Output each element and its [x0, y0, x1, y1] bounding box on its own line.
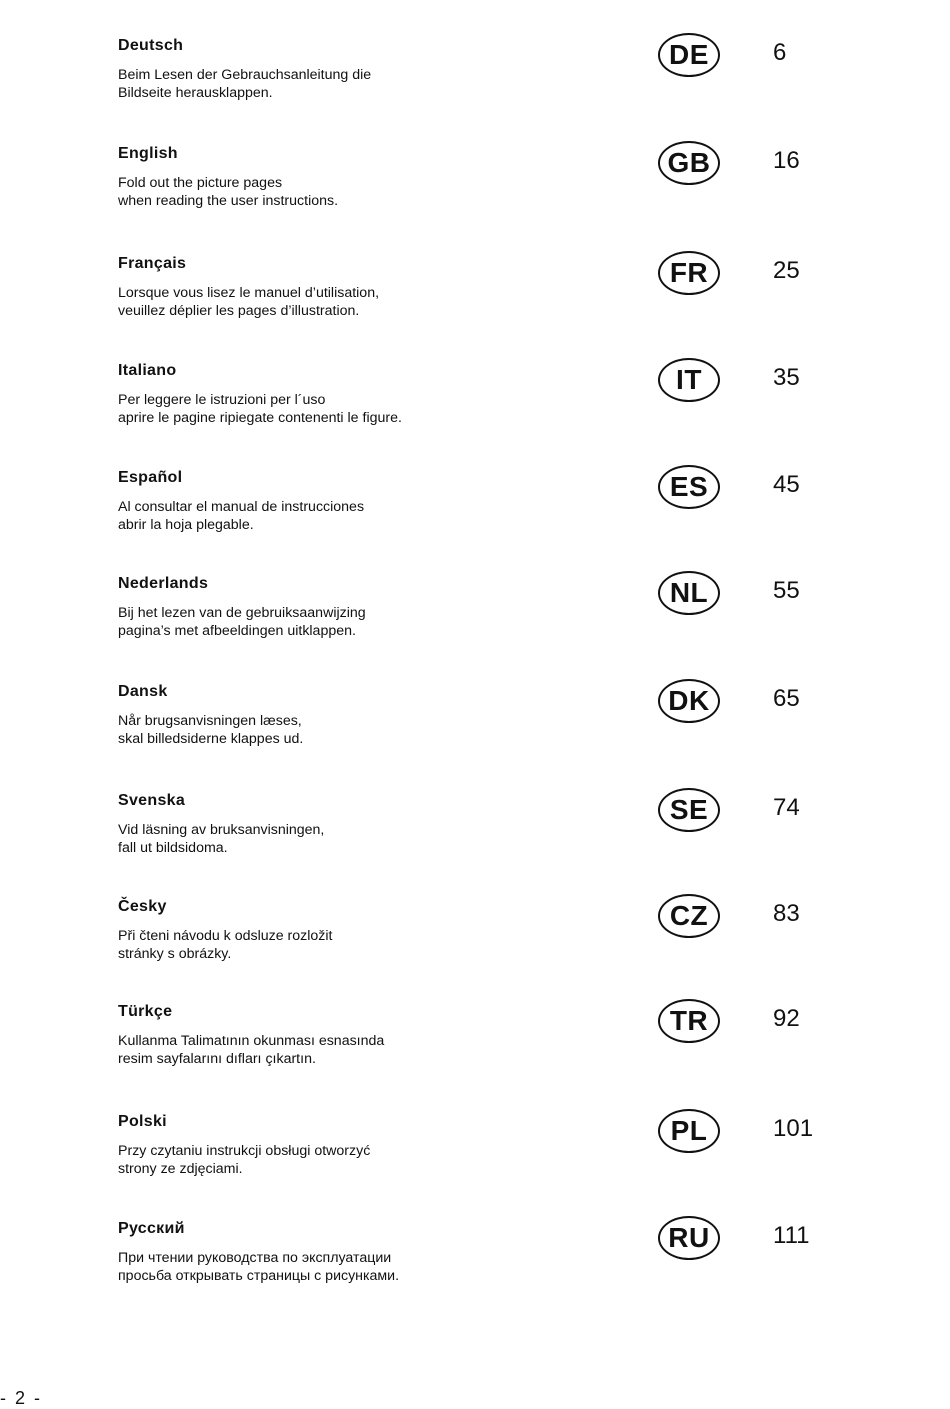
- page-number: 65: [773, 685, 800, 712]
- page-number: 74: [773, 794, 800, 821]
- language-description: Kullanma Talimatının okunması esnasında resim sayfalarını dıfları çıkartın.: [118, 1033, 385, 1067]
- language-description: Lorsque vous lisez le manuel d’utilisation, veuillez déplier les pages d’illustration.: [118, 285, 380, 319]
- page-number: 55: [773, 577, 800, 604]
- language-entry-cz: [0, 898, 950, 1006]
- language-name: Svenska: [118, 792, 186, 809]
- language-name: Türkçe: [118, 1003, 173, 1020]
- language-entry-se: [0, 792, 950, 900]
- language-description: При чтении руководства по эксплуатации просьба открывать страницы с рисунками.: [118, 1250, 400, 1284]
- language-description: Bij het lezen van de gebruiksaanwijzing pagina’s met afbeeldingen uitklappen.: [118, 605, 366, 639]
- country-code-badge: ES: [658, 465, 720, 509]
- country-code-badge: TR: [658, 999, 720, 1043]
- page-number: 35: [773, 364, 800, 391]
- page-number: 101: [773, 1115, 814, 1142]
- language-name: English: [118, 145, 178, 162]
- language-entry-de: [0, 37, 950, 145]
- page-number: 25: [773, 257, 800, 284]
- language-description: Przy czytaniu instrukcji obsługi otworzyć strony ze zdjęciami.: [118, 1143, 371, 1177]
- language-name: Deutsch: [118, 37, 184, 54]
- language-name: Dansk: [118, 683, 168, 700]
- language-description: Beim Lesen der Gebrauchsanleitung die Bildseite herausklappen.: [118, 67, 372, 101]
- language-entry-it: [0, 362, 950, 470]
- language-description: Vid läsning av bruksanvisningen, fall ut bildsidoma.: [118, 822, 325, 856]
- language-name: Italiano: [118, 362, 177, 379]
- language-entry-fr: [0, 255, 950, 363]
- language-name: Español: [118, 469, 183, 486]
- country-code-badge: RU: [658, 1216, 720, 1260]
- language-description: Per leggere le istruzioni per l´uso aprire le pagine ripiegate contenenti le figure.: [118, 392, 402, 426]
- language-name: Français: [118, 255, 187, 272]
- page-number: 45: [773, 471, 800, 498]
- language-name: Polski: [118, 1113, 167, 1130]
- page-number: 92: [773, 1005, 800, 1032]
- country-code-badge: PL: [658, 1109, 720, 1153]
- country-code-badge: FR: [658, 251, 720, 295]
- language-name: Nederlands: [118, 575, 209, 592]
- page-number: 83: [773, 900, 800, 927]
- language-description: Při čteni návodu k odsluze rozložit stránky s obrázky.: [118, 928, 333, 962]
- language-name: Česky: [118, 898, 167, 915]
- language-description: Al consultar el manual de instrucciones abrir la hoja plegable.: [118, 499, 365, 533]
- language-entry-nl: [0, 575, 950, 683]
- country-code-badge: CZ: [658, 894, 720, 938]
- language-description: Fold out the picture pages when reading the user instructions.: [118, 175, 339, 209]
- country-code-badge: DE: [658, 33, 720, 77]
- country-code-badge: GB: [658, 141, 720, 185]
- language-description: Når brugsanvisningen læses, skal billedsiderne klappes ud.: [118, 713, 304, 747]
- language-name: Русский: [118, 1220, 185, 1237]
- language-entry-gb: [0, 145, 950, 253]
- country-code-badge: SE: [658, 788, 720, 832]
- page-number: 6: [773, 39, 787, 66]
- language-entry-dk: [0, 683, 950, 791]
- page-number: 111: [773, 1222, 810, 1249]
- country-code-badge: IT: [658, 358, 720, 402]
- country-code-badge: DK: [658, 679, 720, 723]
- language-entry-tr: [0, 1003, 950, 1111]
- language-entry-pl: [0, 1113, 950, 1221]
- footer-page-number: - 2 -: [0, 1388, 43, 1408]
- country-code-badge: NL: [658, 571, 720, 615]
- page-number: 16: [773, 147, 800, 174]
- language-entry-ru: [0, 1220, 950, 1328]
- language-entry-es: [0, 469, 950, 577]
